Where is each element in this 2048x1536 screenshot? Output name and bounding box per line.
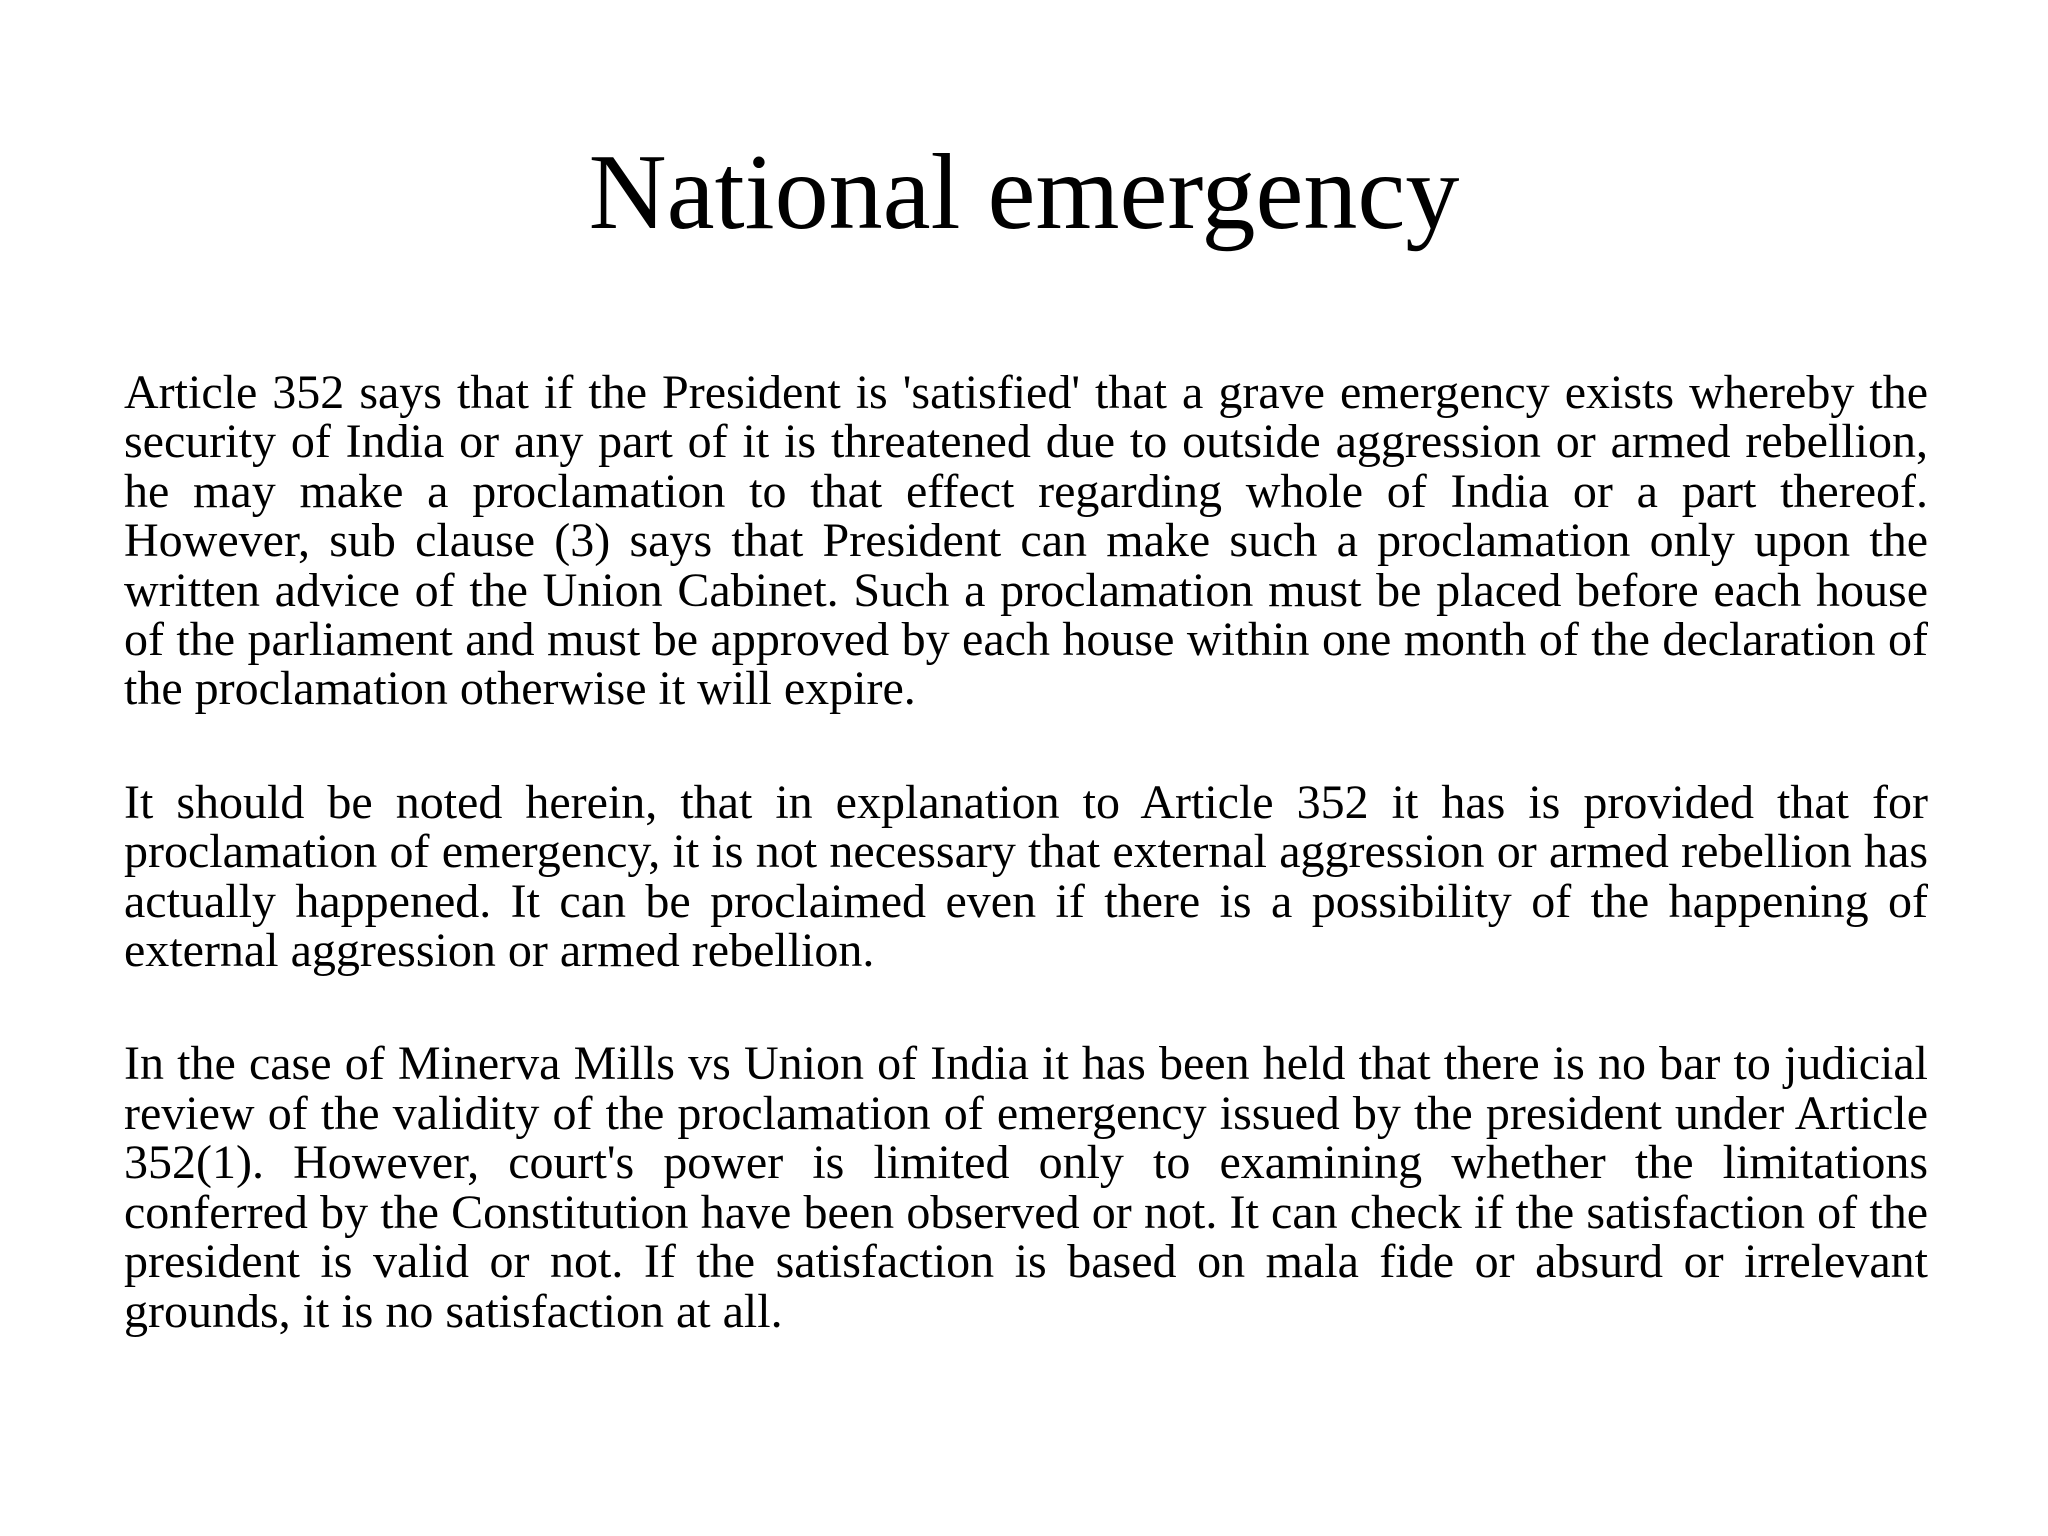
paragraph-minerva-mills: In the case of Minerva Mills vs Union of India it has been held that there is no bar to judicial review of the validity of the proclamation of emergency issued by the president under Article 352(1). However, court's power is limited only to examining whether the limitations conferred by the Constitution have been observed or not. It can check if the satisfaction of the president is valid or not. If the satisfaction is based on mala fide or absurd or irrelevant grounds, it is no satisfaction at all. xyxy=(124,1037,1928,1338)
paragraph-article-352: Article 352 says that if the President is 'satisfied' that a grave emergency exists whereby the security of India or any part of it is threatened due to outside aggression or armed rebellion, he may make a proclamation to that effect regarding whole of India or a part thereof. However, sub clause (3) says that President can make such a proclamation only upon the written advice of the Union Cabinet. Such a proclamation must be placed before each house of the parliament and must be approved by each house within one month of the declaration of the proclamation otherwise it will expire. xyxy=(124,366,1928,716)
slide-title: National emergency xyxy=(588,133,1460,252)
slide-body xyxy=(124,368,1928,1400)
paragraph-explanation: It should be noted herein, that in explanation to Article 352 it has is provided that for proclamation of emergency, it is not necessary that external aggression or armed rebellion has actually happened. It can be proclaimed even if there is a possibility of the happening of external aggression or armed rebellion. xyxy=(124,775,1928,978)
